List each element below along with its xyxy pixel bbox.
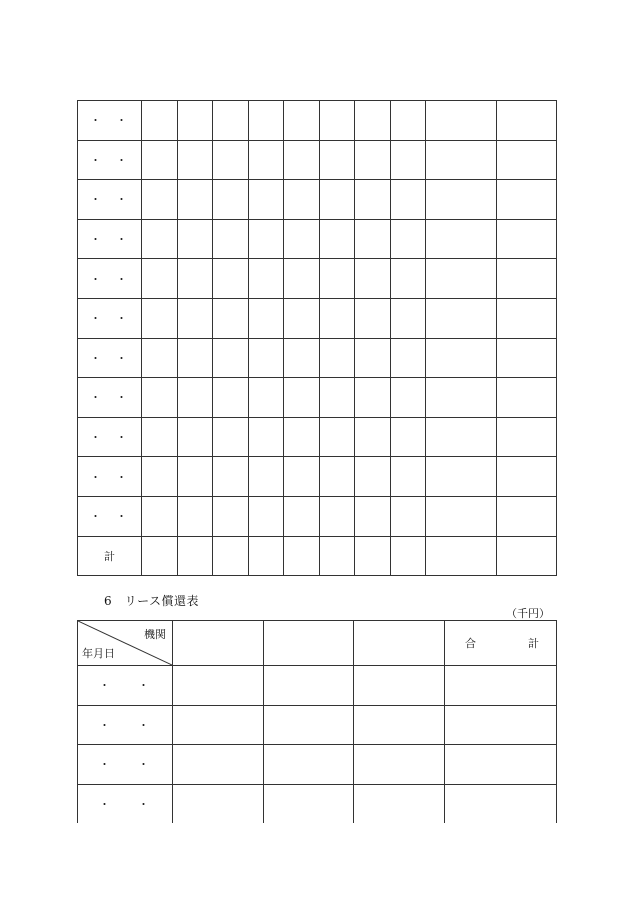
value-cell — [497, 496, 557, 536]
value-cell — [284, 101, 320, 141]
value-cell — [426, 259, 497, 299]
total-header — [445, 621, 557, 666]
value-cell — [355, 338, 391, 378]
value-cell — [213, 101, 249, 141]
value-cell — [354, 705, 445, 745]
value-cell — [391, 259, 426, 299]
value-cell — [284, 417, 320, 457]
value-cell — [355, 180, 391, 220]
top-table-body — [78, 101, 557, 576]
date-cell: ・ ・ — [78, 378, 142, 418]
total-header-left: 合 — [465, 637, 476, 650]
value-cell — [391, 338, 426, 378]
value-cell — [142, 180, 178, 220]
table-row — [78, 457, 557, 497]
value-cell — [249, 140, 284, 180]
value-cell — [497, 378, 557, 418]
table-row — [78, 417, 557, 457]
table-row — [78, 140, 557, 180]
value-cell — [142, 457, 178, 497]
value-cell — [213, 180, 249, 220]
value-cell — [355, 457, 391, 497]
corner-cell — [78, 621, 173, 666]
value-cell — [178, 417, 213, 457]
value-cell — [284, 180, 320, 220]
table-row — [78, 666, 557, 706]
value-cell — [142, 219, 178, 259]
value-cell — [142, 298, 178, 338]
lease-header-row — [78, 621, 557, 666]
value-cell — [497, 457, 557, 497]
top-table — [77, 100, 557, 576]
value-cell — [355, 298, 391, 338]
value-cell — [391, 219, 426, 259]
value-cell — [426, 101, 497, 141]
value-cell — [445, 705, 557, 745]
value-cell — [178, 219, 213, 259]
value-cell — [249, 298, 284, 338]
lease-table-body — [78, 621, 557, 824]
total-row — [78, 536, 557, 576]
value-cell — [142, 496, 178, 536]
table-row — [78, 180, 557, 220]
value-cell — [249, 101, 284, 141]
value-cell — [320, 140, 355, 180]
value-cell — [142, 536, 178, 576]
value-cell — [445, 784, 557, 823]
header-cell — [264, 621, 354, 666]
value-cell — [142, 378, 178, 418]
value-cell — [497, 417, 557, 457]
value-cell — [178, 378, 213, 418]
value-cell — [249, 457, 284, 497]
value-cell — [178, 259, 213, 299]
value-cell — [426, 219, 497, 259]
date-cell: ・ ・ — [78, 745, 173, 785]
value-cell — [320, 457, 355, 497]
value-cell — [249, 259, 284, 299]
date-cell: ・ ・ — [78, 784, 173, 823]
value-cell — [391, 457, 426, 497]
value-cell — [142, 338, 178, 378]
value-cell — [173, 745, 264, 785]
value-cell — [142, 140, 178, 180]
table-row — [78, 101, 557, 141]
total-header-right: 計 — [528, 637, 539, 650]
value-cell — [355, 101, 391, 141]
value-cell — [354, 666, 445, 706]
value-cell — [142, 417, 178, 457]
value-cell — [426, 180, 497, 220]
value-cell — [178, 536, 213, 576]
value-cell — [391, 298, 426, 338]
value-cell — [497, 298, 557, 338]
value-cell — [213, 457, 249, 497]
value-cell — [355, 417, 391, 457]
value-cell — [249, 378, 284, 418]
value-cell — [264, 784, 354, 823]
value-cell — [178, 338, 213, 378]
header-cell — [354, 621, 445, 666]
value-cell — [142, 259, 178, 299]
value-cell — [284, 298, 320, 338]
section-heading: 6 リース償還表 — [104, 594, 200, 608]
corner-label-date: 年月日 — [82, 647, 115, 660]
value-cell — [213, 140, 249, 180]
value-cell — [426, 536, 497, 576]
value-cell — [497, 101, 557, 141]
value-cell — [355, 219, 391, 259]
value-cell — [426, 496, 497, 536]
value-cell — [178, 180, 213, 220]
value-cell — [213, 417, 249, 457]
value-cell — [320, 417, 355, 457]
value-cell — [445, 745, 557, 785]
value-cell — [497, 338, 557, 378]
value-cell — [284, 259, 320, 299]
date-cell: ・ ・ — [78, 338, 142, 378]
value-cell — [173, 705, 264, 745]
value-cell — [426, 140, 497, 180]
value-cell — [354, 745, 445, 785]
value-cell — [320, 496, 355, 536]
value-cell — [497, 219, 557, 259]
date-cell: ・ ・ — [78, 705, 173, 745]
value-cell — [497, 140, 557, 180]
value-cell — [213, 338, 249, 378]
date-cell: ・ ・ — [78, 259, 142, 299]
value-cell — [320, 180, 355, 220]
date-cell: ・ ・ — [78, 457, 142, 497]
value-cell — [178, 298, 213, 338]
value-cell — [284, 457, 320, 497]
value-cell — [178, 457, 213, 497]
value-cell — [320, 259, 355, 299]
value-cell — [284, 219, 320, 259]
date-cell: ・ ・ — [78, 140, 142, 180]
value-cell — [173, 666, 264, 706]
value-cell — [355, 496, 391, 536]
value-cell — [178, 140, 213, 180]
lease-repayment-table — [77, 620, 557, 823]
value-cell — [391, 417, 426, 457]
value-cell — [426, 338, 497, 378]
value-cell — [320, 378, 355, 418]
value-cell — [178, 101, 213, 141]
value-cell — [355, 140, 391, 180]
value-cell — [320, 101, 355, 141]
value-cell — [173, 784, 264, 823]
value-cell — [426, 457, 497, 497]
value-cell — [497, 259, 557, 299]
date-cell: ・ ・ — [78, 496, 142, 536]
value-cell — [320, 338, 355, 378]
value-cell — [213, 378, 249, 418]
value-cell — [355, 536, 391, 576]
value-cell — [249, 180, 284, 220]
value-cell — [445, 666, 557, 706]
value-cell — [320, 298, 355, 338]
value-cell — [284, 140, 320, 180]
value-cell — [249, 219, 284, 259]
value-cell — [213, 496, 249, 536]
table-row — [78, 298, 557, 338]
table-row — [78, 219, 557, 259]
value-cell — [284, 338, 320, 378]
value-cell — [497, 536, 557, 576]
value-cell — [284, 496, 320, 536]
date-cell: ・ ・ — [78, 666, 173, 706]
value-cell — [264, 705, 354, 745]
table-row — [78, 784, 557, 823]
value-cell — [355, 378, 391, 418]
value-cell — [249, 417, 284, 457]
value-cell — [213, 536, 249, 576]
value-cell — [264, 745, 354, 785]
value-cell — [391, 536, 426, 576]
value-cell — [391, 140, 426, 180]
date-cell: ・ ・ — [78, 417, 142, 457]
value-cell — [426, 298, 497, 338]
value-cell — [249, 496, 284, 536]
value-cell — [391, 496, 426, 536]
value-cell — [178, 496, 213, 536]
unit-label: （千円） — [506, 607, 550, 620]
value-cell — [213, 219, 249, 259]
table-row — [78, 705, 557, 745]
date-cell: ・ ・ — [78, 298, 142, 338]
table-row — [78, 259, 557, 299]
table-row — [78, 745, 557, 785]
value-cell — [249, 338, 284, 378]
table-row — [78, 378, 557, 418]
value-cell — [284, 536, 320, 576]
header-cell — [173, 621, 264, 666]
value-cell — [213, 259, 249, 299]
value-cell — [320, 219, 355, 259]
value-cell — [426, 378, 497, 418]
date-cell: ・ ・ — [78, 180, 142, 220]
value-cell — [320, 536, 355, 576]
total-label: 計 — [78, 536, 142, 576]
table-row — [78, 338, 557, 378]
value-cell — [354, 784, 445, 823]
value-cell — [497, 180, 557, 220]
value-cell — [249, 536, 284, 576]
date-cell: ・ ・ — [78, 219, 142, 259]
value-cell — [355, 259, 391, 299]
value-cell — [264, 666, 354, 706]
date-cell: ・ ・ — [78, 101, 142, 141]
value-cell — [391, 180, 426, 220]
corner-label-institution: 機関 — [144, 628, 166, 641]
value-cell — [142, 101, 178, 141]
value-cell — [391, 101, 426, 141]
table-row — [78, 496, 557, 536]
value-cell — [213, 298, 249, 338]
value-cell — [284, 378, 320, 418]
value-cell — [426, 417, 497, 457]
value-cell — [391, 378, 426, 418]
